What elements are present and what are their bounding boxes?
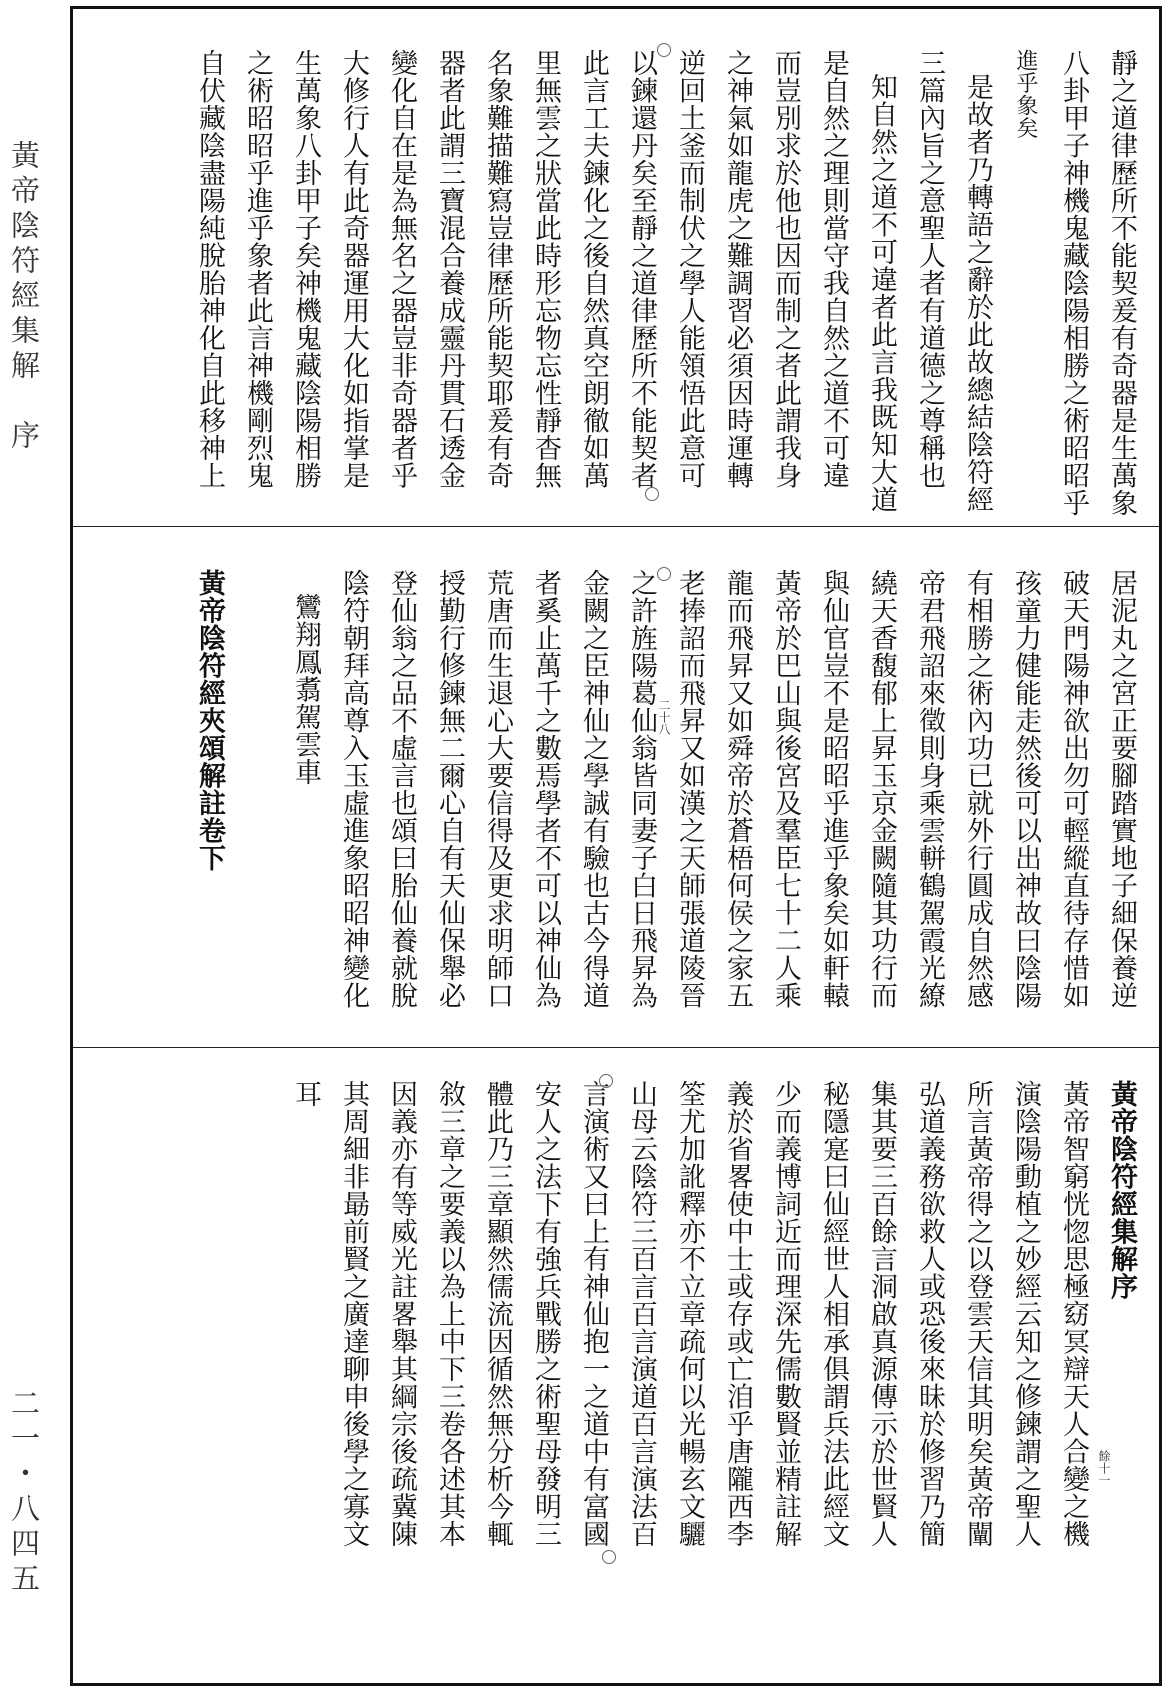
text-column: 之神氣如龍虎之難調習必須因時運轉 — [722, 49, 753, 489]
text-column: 體此乃三章顯然儒流因循然無分析今輒 — [482, 1080, 513, 1548]
text-column: 秘隱寔曰仙經世人相承俱謂兵法此經文 — [818, 1080, 849, 1548]
text-column: 知自然之道不可違者此言我既知大道 — [866, 73, 897, 513]
panel-bottom — [73, 1050, 1159, 1680]
punctuation-circle-icon — [602, 1550, 616, 1564]
text-column: 大修行人有此奇器運用大化如指掌是 — [338, 49, 369, 489]
text-column: 繞天香馥郁上昇玉京金闕隨其功行而 — [866, 569, 897, 1009]
text-column: 之術昭昭乎進乎象者此言神機剛烈鬼 — [242, 49, 273, 489]
panel-divider-top — [73, 526, 1159, 527]
text-column: 居泥丸之宮正要腳踏實地子細保養逆 — [1106, 569, 1137, 1009]
text-column: 弘道義務欲救人或恐後來昧於修習乃簡 — [914, 1080, 945, 1548]
text-column: 荒唐而生退心大要信得及更求明師口 — [482, 569, 513, 1009]
text-column: 之許旌陽葛仙翁皆同妻子白日飛昇為 — [626, 569, 657, 1009]
punctuation-circle-icon — [657, 567, 671, 581]
text-column: 破天門陽神欲出勿可輕縱直待存惜如 — [1058, 569, 1089, 1009]
text-column: 山母云陰符三百言百言演道百言演法百 — [626, 1080, 657, 1548]
text-column: 而豈別求於他也因而制之者此謂我身 — [770, 49, 801, 489]
text-column: 義於省畧使中士或存或亡洎乎唐隴西李 — [722, 1080, 753, 1548]
text-column: 進乎象矣 — [1013, 49, 1038, 139]
text-column: 老捧詔而飛昇又如漢之天師張道陵晉 — [674, 569, 705, 1009]
text-column: 生萬象八卦甲子矣神機鬼藏陰陽相勝 — [290, 49, 321, 489]
text-column: 安人之法下有強兵戰勝之術聖母發明三 — [530, 1080, 561, 1548]
text-column: 八卦甲子神機鬼藏陰陽相勝之術昭昭乎 — [1058, 49, 1089, 517]
page-frame — [70, 6, 1162, 1686]
text-column — [233, 529, 281, 1044]
text-column: 自伏藏陰盡陽純脫胎神化自此移神上 — [194, 49, 225, 489]
panel-middle — [73, 529, 1159, 1044]
text-column: 此言工夫鍊化之後自然真空朗徹如萬 — [578, 49, 609, 489]
text-column: 三篇內旨之意聖人者有道德之尊稱也 — [914, 49, 945, 489]
punctuation-circle-icon — [599, 1074, 613, 1088]
text-column: 器者此謂三寶混合養成靈丹貫石透金 — [434, 49, 465, 489]
text-column: 者奚止萬千之數焉學者不可以神仙為 — [530, 569, 561, 1009]
text-column: 與仙官豈不是昭昭乎進乎象矣如軒轅 — [818, 569, 849, 1009]
leaf-marker: 餘十一 — [1097, 1450, 1111, 1486]
text-column: 是自然之理則當守我自然之道不可違 — [818, 49, 849, 489]
punctuation-circle-icon — [657, 43, 671, 57]
text-column: 以鍊還丹矣至靜之道律歷所不能契者 — [626, 49, 657, 489]
text-column: 逆回土釜而制伏之學人能領悟此意可 — [674, 49, 705, 489]
text-column: 登仙翁之品不虛言也頌曰胎仙養就脫 — [386, 569, 417, 1009]
text-column: 因義亦有等威光註畧舉其綱宗後疏冀陳 — [386, 1080, 417, 1548]
text-column: 集其要三百餘言洞啟真源傳示於世賢人 — [866, 1080, 897, 1548]
text-column: 陰符朝拜高尊入玉虛進象昭昭神變化 — [338, 569, 369, 1009]
text-column: 帝君飛詔來徵則身乘雲軿鶴駕霞光繚 — [914, 569, 945, 1009]
text-column: 鸞翔鳳翥駕雲車 — [290, 593, 321, 786]
text-column: 其周細非朂前賢之廣達聊申後學之寡文 — [338, 1080, 369, 1548]
punctuation-circle-icon — [645, 487, 659, 501]
text-column: 授勤行修鍊無二爾心自有天仙保舉必 — [434, 569, 465, 1009]
text-column: 靜之道律歷所不能契爰有奇器是生萬象 — [1106, 49, 1137, 517]
page-number-margin: 二一・八四五 — [7, 1388, 41, 1598]
text-column: 龍而飛昇又如舜帝於蒼梧何侯之家五 — [722, 569, 753, 1009]
book-title-margin: 黃帝陰符經集解 序 — [7, 140, 41, 455]
text-column: 言演術又曰上有神仙抱一之道中有富國 — [578, 1080, 609, 1548]
text-column: 有相勝之術內功已就外行圓成自然感 — [962, 569, 993, 1009]
text-column: 黃帝智窮恍惚思極窈冥辯天人合變之機 — [1058, 1080, 1089, 1548]
panel-top — [73, 9, 1159, 524]
text-column: 金闕之臣神仙之學誠有驗也古今得道 — [578, 569, 609, 1009]
text-column: 所言黃帝得之以登雲天信其明矣黃帝闡 — [962, 1080, 993, 1548]
text-column: 變化自在是為無名之器豈非奇器者乎 — [386, 49, 417, 489]
leaf-marker: 二十八 — [657, 699, 671, 735]
text-column: 筌尤加訛釋亦不立章疏何以光暢玄文驪 — [674, 1080, 705, 1548]
text-column: 敘三章之要義以為上中下三卷各述其本 — [434, 1080, 465, 1548]
text-column: 耳 — [290, 1080, 321, 1108]
text-column: 名象難描難寫豈律歷所能契耶爰有奇 — [482, 49, 513, 489]
text-column: 黃帝於巴山與後宮及羣臣七十二人乘 — [770, 569, 801, 1009]
text-column: 少而義博詞近而理深先儒數賢並精註解 — [770, 1080, 801, 1548]
panel-divider-bottom — [73, 1047, 1159, 1048]
text-column: 里無雲之狀當此時形忘物忘性靜杳無 — [530, 49, 561, 489]
text-column: 黃帝陰符經夾頌解註卷下 — [194, 569, 225, 872]
text-column: 黃帝陰符經集解序 — [1106, 1080, 1137, 1300]
text-column: 孩童力健能走然後可以出神故曰陰陽 — [1010, 569, 1041, 1009]
text-column: 演陰陽動植之妙經云知之修鍊謂之聖人 — [1010, 1080, 1041, 1548]
text-column: 是故者乃轉語之辭於此故總結陰符經 — [962, 73, 993, 513]
